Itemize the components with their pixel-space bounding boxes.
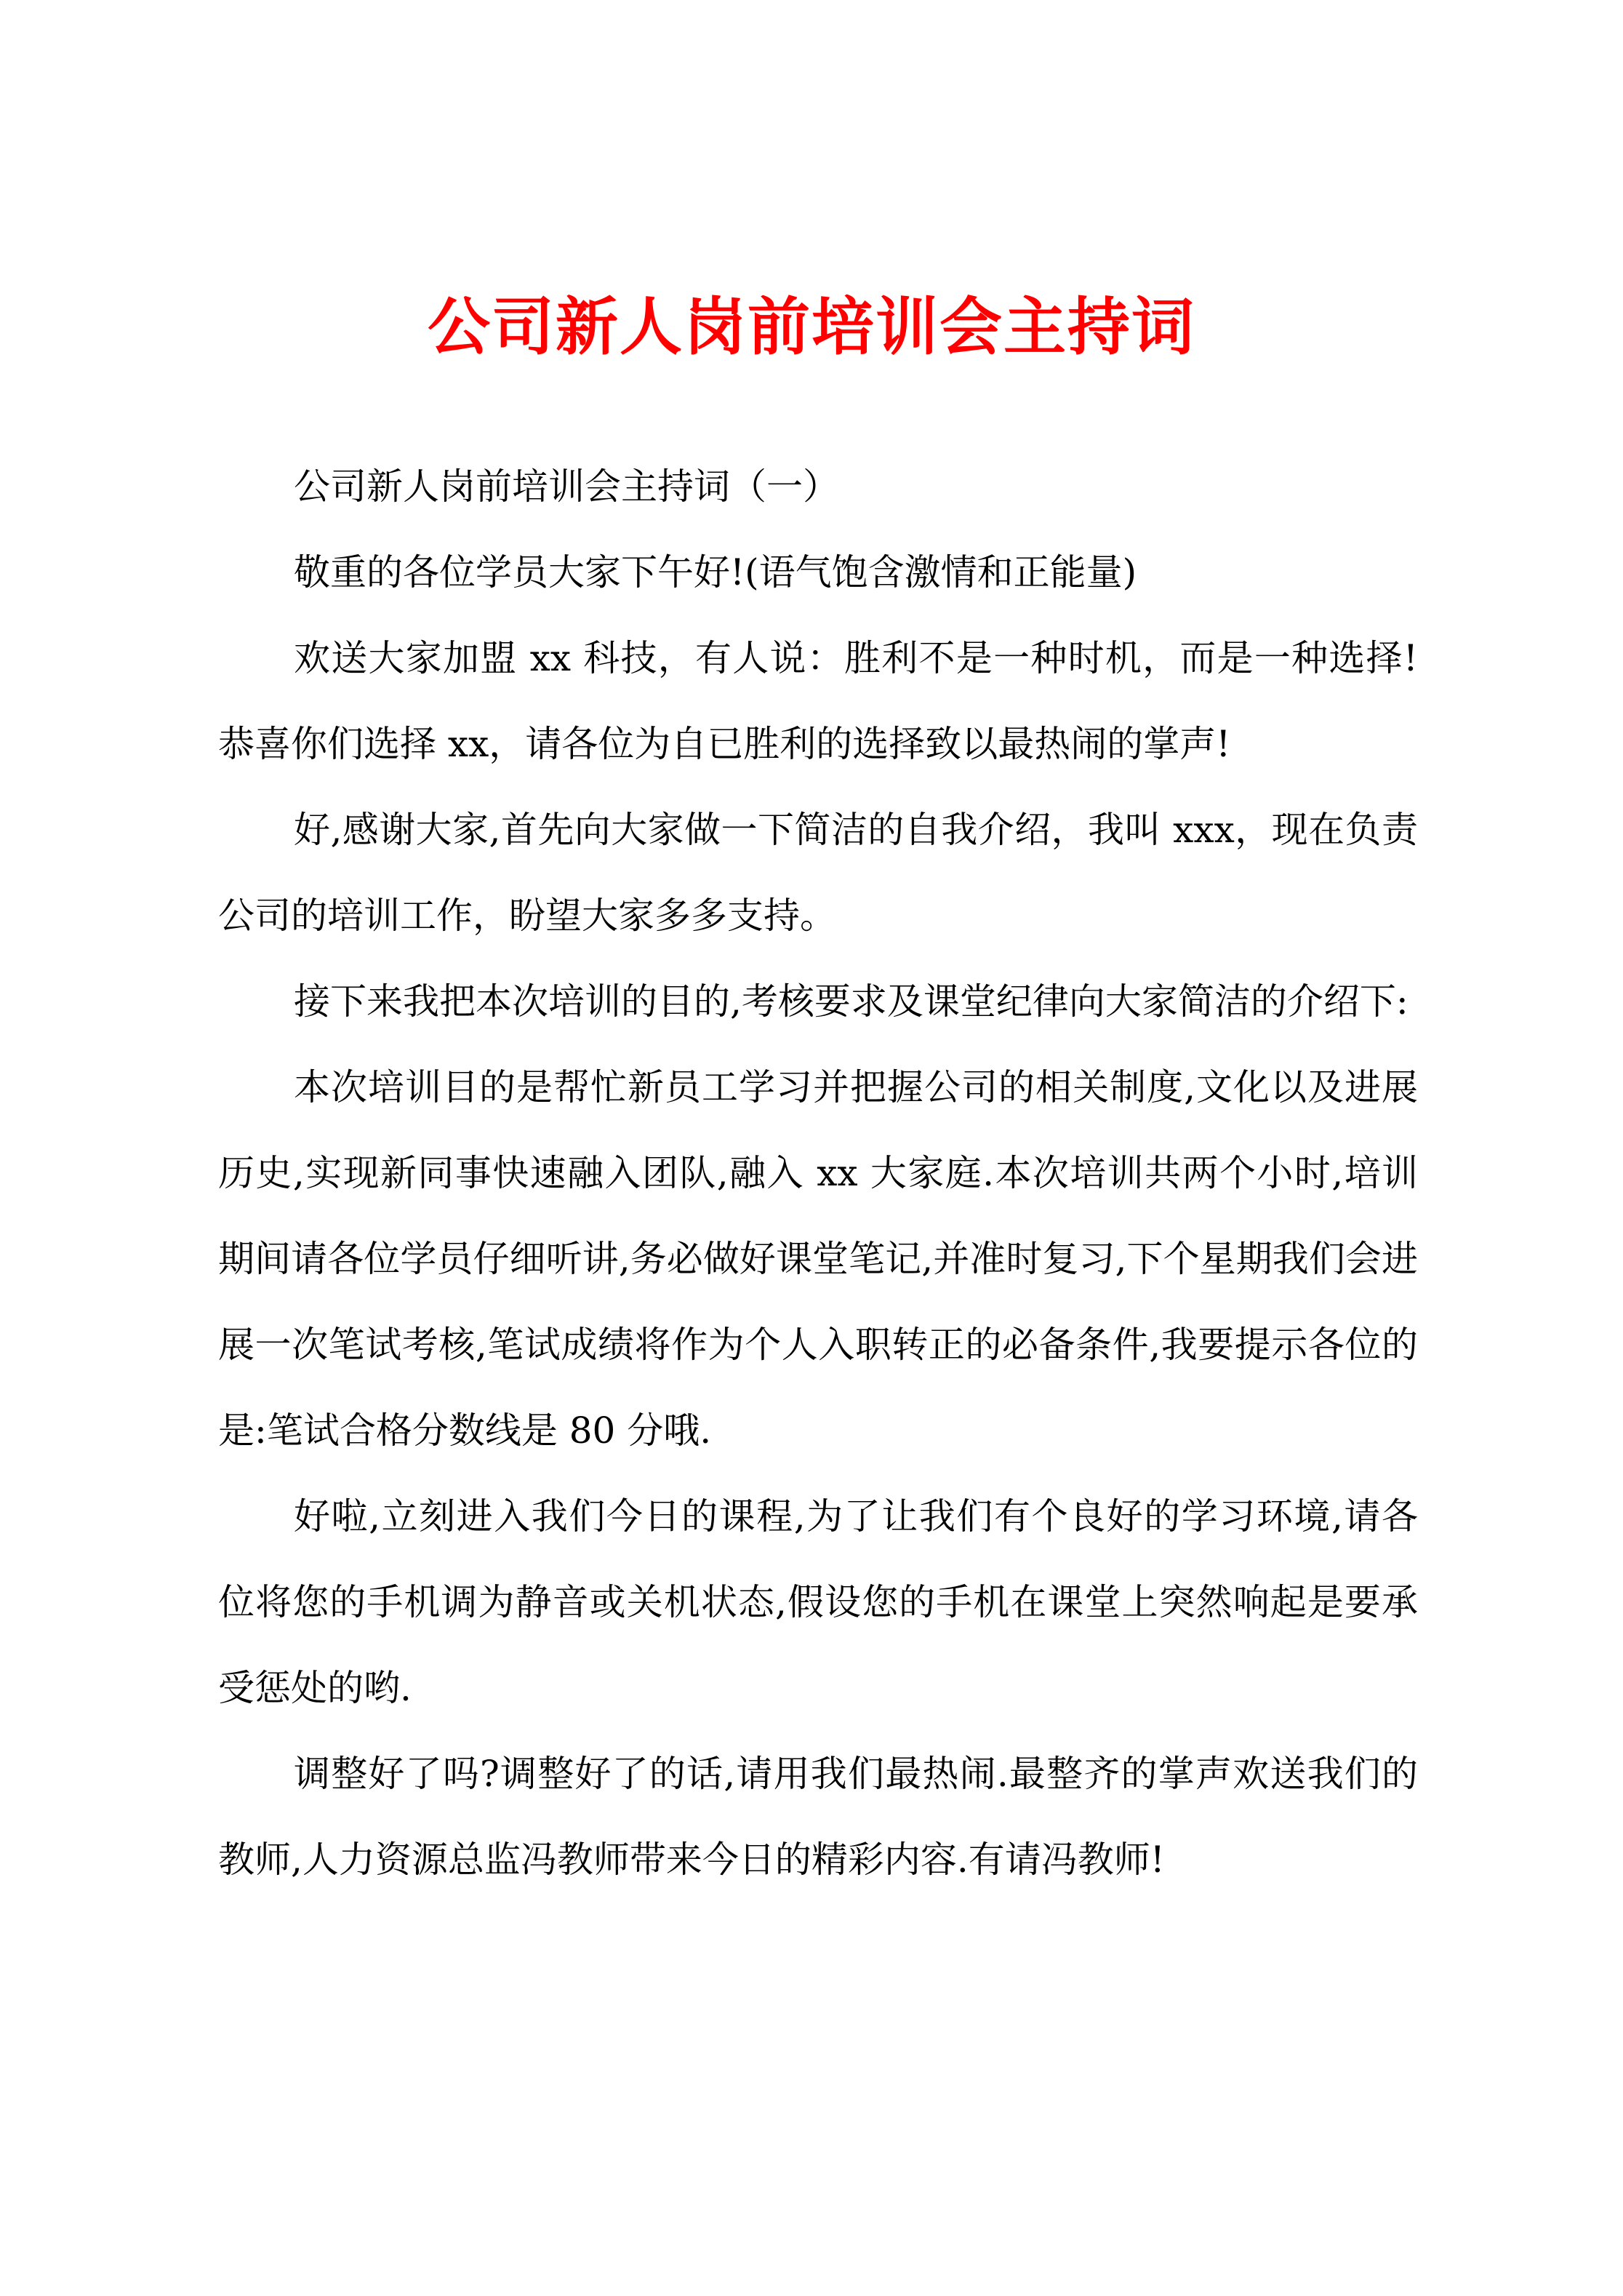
paragraph-teacher-welcome: 调整好了吗?调整好了的话,请用我们最热闹.最整齐的掌声欢送我们的教师,人力资源总监冯教师带来今日的精彩内容.有请冯教师! bbox=[218, 1753, 1418, 1881]
paragraph-phone-notice: 好啦,立刻进入我们今日的课程,为了让我们有个良好的学习环境,请各位将您的手机调为静音或关机状态,假设您的手机在课堂上突然响起是要承受惩处的哟. bbox=[218, 1495, 1418, 1709]
paragraph-subtitle: 公司新人岗前培训会主持词（一） bbox=[294, 465, 839, 508]
document-body bbox=[218, 444, 1418, 1903]
paragraph-training-details: 本次培训目的是帮忙新员工学习并把握公司的相关制度,文化以及进展历史,实现新同事快速融入团队,融入 xx 大家庭.本次培训共两个小时,培训期间请各位学员仔细听讲,务必做好课堂笔记,并准时复习,下个星期我们会进展一次笔试考核,笔试成绩将作为个人入职转正的必备条件,我要提示各位的是:笔试合格分数线是 80 分哦. bbox=[218, 1066, 1418, 1452]
paragraph-self-intro: 好,感谢大家,首先向大家做一下简洁的自我介绍，我叫 xxx，现在负责公司的培训工作，盼望大家多多支持。 bbox=[218, 809, 1418, 937]
paragraph-purpose-intro: 接下来我把本次培训的目的,考核要求及课堂纪律向大家简洁的介绍下: bbox=[294, 980, 1408, 1023]
paragraph-greeting: 敬重的各位学员大家下午好!(语气饱含激情和正能量) bbox=[294, 551, 1137, 593]
paragraph-welcome: 欢送大家加盟 xx 科技，有人说：胜利不是一种时机，而是一种选择!恭喜你们选择 xx，请各位为自已胜利的选择致以最热闹的掌声! bbox=[218, 637, 1418, 765]
document-title: 公司新人岗前培训会主持词 bbox=[428, 290, 1195, 364]
